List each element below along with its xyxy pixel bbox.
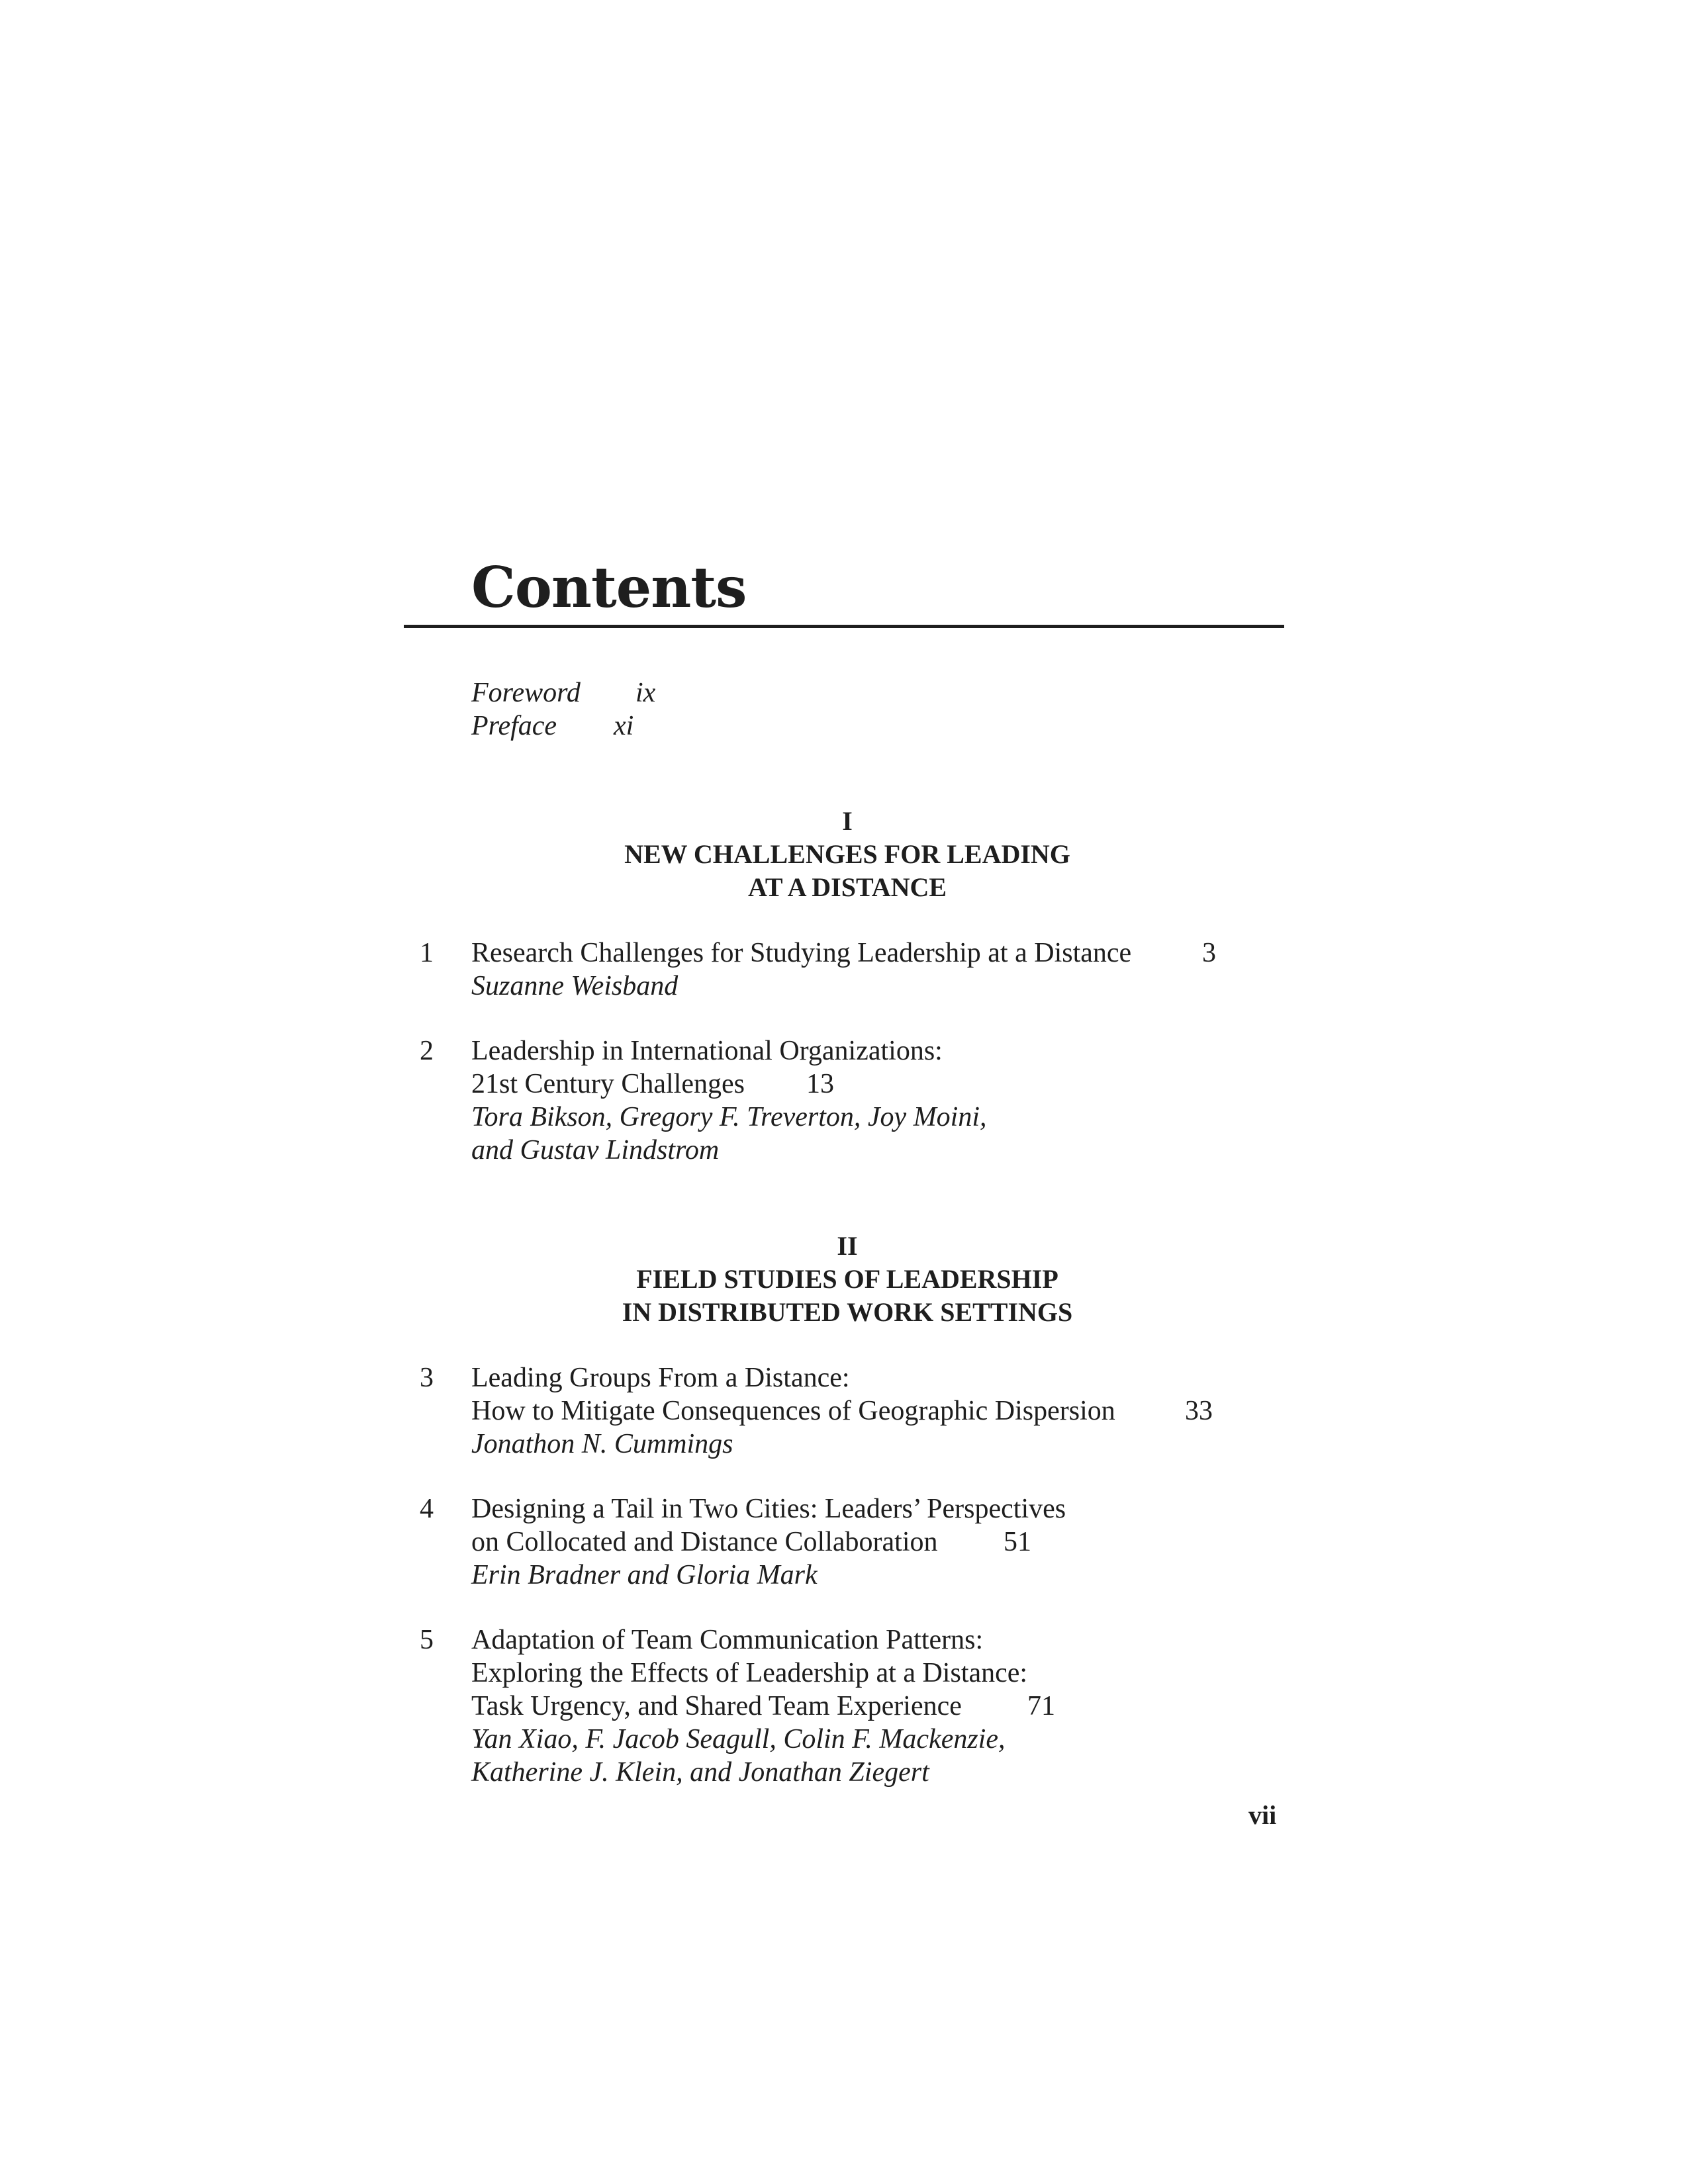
page-number: vii (1248, 1800, 1277, 1830)
title-rule (404, 625, 1284, 628)
chapter-3-page: 33 (1185, 1396, 1213, 1426)
chapter-1-number: 1 (420, 938, 434, 968)
part-2-title-line-1: FIELD STUDIES OF LEADERSHIP (636, 1264, 1058, 1294)
chapter-2-authors-line-1: Tora Bikson, Gregory F. Treverton, Joy Moini, (471, 1102, 987, 1132)
chapter-4-title-line-2: on Collocated and Distance Collaboration (471, 1527, 938, 1557)
chapter-5-number: 5 (420, 1625, 434, 1655)
chapter-5-page: 71 (1027, 1691, 1055, 1721)
chapter-3-number: 3 (420, 1363, 434, 1393)
chapter-2-page: 13 (806, 1069, 834, 1099)
chapter-4-authors: Erin Bradner and Gloria Mark (471, 1560, 818, 1590)
part-2-title-line-2: IN DISTRIBUTED WORK SETTINGS (622, 1297, 1073, 1327)
chapter-2-title-line-2: 21st Century Challenges (471, 1069, 745, 1099)
chapter-3-title-line-2: How to Mitigate Consequences of Geographic Dispersion (471, 1396, 1115, 1426)
preface-page: xi (614, 711, 634, 741)
chapter-5-title-line-2: Exploring the Effects of Leadership at a Distance: (471, 1658, 1028, 1688)
chapter-1-authors: Suzanne Weisband (471, 971, 679, 1001)
chapter-4-title-line-1: Designing a Tail in Two Cities: Leaders’ Perspectives (471, 1494, 1066, 1524)
part-1-title-line-1: NEW CHALLENGES FOR LEADING (624, 839, 1070, 869)
part-1-title-line-2: AT A DISTANCE (747, 872, 947, 902)
chapter-5-authors-line-2: Katherine J. Klein, and Jonathan Ziegert (471, 1757, 929, 1788)
preface-label: Preface (471, 711, 557, 741)
chapter-5-title-line-1: Adaptation of Team Communication Patterns: (471, 1625, 984, 1655)
page-title: Contents (471, 555, 747, 620)
chapter-4-number: 4 (420, 1494, 434, 1524)
part-1-numeral: I (842, 806, 853, 836)
chapter-1-page: 3 (1202, 938, 1216, 968)
chapter-3-title-line-1: Leading Groups From a Distance: (471, 1363, 850, 1393)
chapter-5-title-line-3: Task Urgency, and Shared Team Experience (471, 1691, 962, 1721)
part-2-numeral: II (837, 1231, 858, 1261)
chapter-2-title-line-1: Leadership in International Organizations: (471, 1036, 943, 1066)
chapter-4-page: 51 (1004, 1527, 1031, 1557)
chapter-1-title: Research Challenges for Studying Leadership at a Distance (471, 938, 1132, 968)
foreword-page: ix (635, 678, 656, 708)
chapter-2-authors-line-2: and Gustav Lindstrom (471, 1135, 720, 1165)
chapter-3-authors: Jonathon N. Cummings (471, 1429, 733, 1459)
chapter-2-number: 2 (420, 1036, 434, 1066)
foreword-label: Foreword (471, 678, 581, 708)
chapter-5-authors-line-1: Yan Xiao, F. Jacob Seagull, Colin F. Mackenzie, (471, 1724, 1006, 1754)
